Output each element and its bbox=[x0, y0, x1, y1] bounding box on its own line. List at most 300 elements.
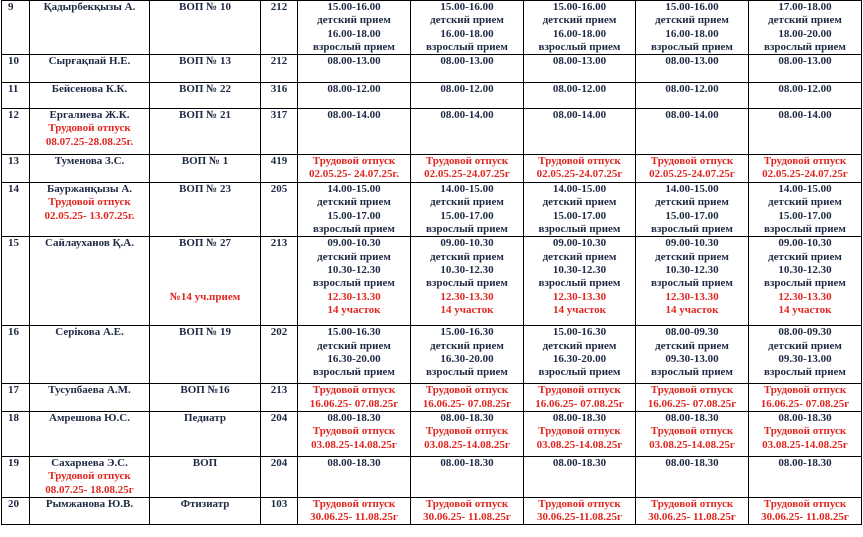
cell-line: ВОП №16 bbox=[180, 384, 230, 397]
cell-line: 08.00-12.00 bbox=[440, 83, 494, 96]
row-number bbox=[2, 411, 30, 456]
cell-line: 09.00-10.30 bbox=[440, 237, 494, 250]
row-number-text: 20 bbox=[8, 497, 19, 510]
cell-line: 16.30-20.00 bbox=[440, 352, 494, 365]
doctor-name-cell bbox=[30, 1, 150, 55]
cell-line: 03.08.25-14.08.25г bbox=[311, 438, 397, 451]
schedule-cell-day-2 bbox=[411, 109, 524, 155]
schedule-cell-day-2 bbox=[411, 83, 524, 109]
cell-line: 03.08.25-14.08.25г bbox=[424, 438, 510, 451]
cell-line: взрослый прием bbox=[426, 223, 508, 236]
room-number-cell bbox=[261, 1, 298, 55]
schedule-cell-day-5 bbox=[749, 497, 862, 525]
cell-line: 30.06.25- 11.08.25г bbox=[423, 511, 511, 524]
cell-line: Трудовой отпуск bbox=[312, 425, 396, 438]
cell-line: 02.05.25-24.07.25г bbox=[536, 168, 623, 181]
cell-line: Трудовой отпуск bbox=[538, 497, 621, 510]
doctor-name-cell bbox=[30, 109, 150, 155]
cell-line: 18.00-20.00 bbox=[778, 27, 832, 40]
cell-line: Трудовой отпуск bbox=[650, 155, 734, 168]
cell-line: Қадырбекқызы А. bbox=[43, 1, 136, 13]
row-number bbox=[2, 1, 30, 55]
doctor-position-cell bbox=[150, 411, 261, 456]
row-number bbox=[2, 456, 30, 497]
room-number: 202 bbox=[270, 326, 288, 339]
cell-line: 16.06.25- 07.08.25г bbox=[309, 397, 399, 410]
schedule-cell-day-4 bbox=[636, 183, 749, 237]
room-number-cell bbox=[261, 411, 298, 456]
schedule-cell-day-4 bbox=[636, 55, 749, 83]
doctor-position-cell bbox=[150, 384, 261, 412]
cell-line: 08.00-12.00 bbox=[665, 83, 719, 96]
cell-line: 15.00-16.30 bbox=[327, 326, 381, 339]
cell-line: детский прием bbox=[430, 250, 504, 263]
room-number: 205 bbox=[270, 183, 288, 196]
cell-line: 02.05.25- 13.07.25г. bbox=[44, 209, 135, 222]
table-row bbox=[2, 83, 862, 109]
cell-line: 15.00-17.00 bbox=[552, 209, 607, 222]
cell-line: 08.00-13.00 bbox=[552, 55, 607, 68]
cell-line: 08.00-14.00 bbox=[440, 109, 494, 122]
cell-line: ВОП № 19 bbox=[178, 326, 231, 339]
doctor-position-cell bbox=[150, 456, 261, 497]
cell-line: 08.00-12.00 bbox=[778, 83, 832, 96]
schedule-cell-day-2 bbox=[411, 497, 524, 525]
cell-line: взрослый прием bbox=[538, 366, 621, 379]
doctor-name-cell bbox=[30, 411, 150, 456]
cell-line: Трудовой отпуск bbox=[312, 497, 396, 510]
cell-line: 12.30-13.30 bbox=[665, 290, 719, 303]
room-number-cell bbox=[261, 497, 298, 525]
cell-line: 30.06.25-11.08.25г bbox=[536, 511, 623, 524]
schedule-cell-day-2 bbox=[411, 326, 524, 384]
schedule-cell-day-5 bbox=[749, 183, 862, 237]
schedule-cell-day-5 bbox=[749, 83, 862, 109]
cell-line: 08.00-12.00 bbox=[327, 83, 381, 96]
cell-line: взрослый прием bbox=[651, 223, 733, 236]
schedule-cell-day-4 bbox=[636, 411, 749, 456]
cell-line: детский прием bbox=[768, 339, 842, 352]
cell-line: Трудовой отпуск bbox=[425, 384, 509, 397]
cell-line: детский прием bbox=[768, 196, 842, 209]
room-number: 317 bbox=[270, 109, 288, 122]
cell-line: Бауржанқызы А. bbox=[46, 183, 133, 196]
cell-line: детский прием bbox=[655, 250, 729, 263]
cell-line: Трудовой отпуск bbox=[538, 384, 621, 397]
cell-line: взрослый прием bbox=[426, 366, 508, 379]
table-row bbox=[2, 109, 862, 155]
cell-line: 08.00-14.00 bbox=[665, 109, 719, 122]
cell-line: 16.00-18.00 bbox=[327, 27, 381, 40]
room-number-cell bbox=[261, 237, 298, 326]
cell-line: 08.00-14.00 bbox=[778, 109, 832, 122]
cell-line: Трудовой отпуск bbox=[425, 155, 509, 168]
schedule-cell-day-3 bbox=[524, 456, 636, 497]
cell-line: 08.00-18.30 bbox=[327, 456, 381, 469]
cell-line: 16.30-20.00 bbox=[552, 352, 607, 365]
cell-line: детский прием bbox=[655, 339, 729, 352]
cell-line: взрослый прием bbox=[651, 366, 733, 379]
cell-line: 15.00-16.30 bbox=[440, 326, 494, 339]
doctor-position-cell bbox=[150, 237, 261, 326]
cell-line: Серікова А.Е. bbox=[55, 326, 124, 339]
cell-line: детский прием bbox=[768, 14, 842, 27]
cell-line: Трудовой отпуск bbox=[650, 497, 734, 510]
cell-line: 08.07.25-28.08.25г. bbox=[45, 135, 134, 148]
cell-line: ВОП № 10 bbox=[178, 1, 231, 13]
cell-line: взрослый прием bbox=[764, 223, 846, 236]
room-number-cell bbox=[261, 55, 298, 83]
schedule-cell-day-1 bbox=[298, 326, 411, 384]
cell-line: 08.00-18.30 bbox=[552, 411, 607, 424]
cell-line: 03.08.25-14.08.25г bbox=[762, 438, 848, 451]
schedule-cell-day-5 bbox=[749, 55, 862, 83]
cell-line: взрослый прием bbox=[538, 277, 621, 290]
cell-line: Трудовой отпуск bbox=[763, 425, 847, 438]
cell-line: 16.06.25- 07.08.25г bbox=[647, 397, 737, 410]
cell-line: 08.00-14.00 bbox=[327, 109, 381, 122]
cell-line: 10.30-12.30 bbox=[440, 263, 494, 276]
room-number: 212 bbox=[270, 55, 288, 68]
row-number-text: 13 bbox=[8, 155, 19, 168]
cell-line: детский прием bbox=[430, 339, 504, 352]
cell-line: ВОП № 27 bbox=[178, 237, 231, 250]
schedule-cell-day-1 bbox=[298, 497, 411, 525]
schedule-cell-day-2 bbox=[411, 384, 524, 412]
cell-line: 30.06.25- 11.08.25г bbox=[648, 511, 736, 524]
cell-line: взрослый прием bbox=[538, 40, 621, 53]
table-row bbox=[2, 384, 862, 412]
schedule-cell-day-3 bbox=[524, 326, 636, 384]
cell-line: 14 участок bbox=[665, 303, 719, 316]
room-number: 419 bbox=[270, 155, 288, 168]
cell-line: 14 участок bbox=[327, 303, 381, 316]
cell-line: 15.00-17.00 bbox=[440, 209, 494, 222]
cell-line: 08.00-18.30 bbox=[552, 456, 607, 469]
row-number-text: 12 bbox=[8, 109, 19, 122]
cell-line: 16.06.25- 07.08.25г bbox=[422, 397, 512, 410]
cell-line: Педиатр bbox=[183, 411, 227, 424]
spacer bbox=[150, 251, 260, 264]
doctor-name-cell bbox=[30, 83, 150, 109]
cell-line: 10.30-12.30 bbox=[778, 263, 832, 276]
cell-line: 10.30-12.30 bbox=[552, 263, 607, 276]
schedule-cell-day-4 bbox=[636, 326, 749, 384]
cell-line: Сахарнева Э.С. bbox=[51, 456, 128, 469]
cell-line: 08.00-09.30 bbox=[665, 326, 719, 339]
cell-line: 17.00-18.00 bbox=[778, 1, 832, 13]
spacer bbox=[150, 264, 260, 277]
table-row bbox=[2, 155, 862, 183]
doctor-name-cell bbox=[30, 155, 150, 183]
doctor-position-cell bbox=[150, 1, 261, 55]
cell-line: ВОП № 23 bbox=[178, 183, 231, 196]
cell-line: взрослый прием bbox=[313, 40, 395, 53]
schedule-cell-day-1 bbox=[298, 155, 411, 183]
cell-line: детский прием bbox=[542, 14, 617, 27]
cell-line: взрослый прием bbox=[764, 366, 846, 379]
cell-line: Трудовой отпуск bbox=[425, 497, 509, 510]
cell-line: детский прием bbox=[317, 196, 391, 209]
cell-line: 08.00-18.30 bbox=[665, 456, 719, 469]
schedule-cell-day-4 bbox=[636, 456, 749, 497]
table-row bbox=[2, 55, 862, 83]
schedule-cell-day-5 bbox=[749, 1, 862, 55]
doctor-name-cell bbox=[30, 55, 150, 83]
cell-line: 15.00-16.30 bbox=[552, 326, 607, 339]
cell-line: взрослый прием bbox=[651, 277, 733, 290]
doctor-name-cell bbox=[30, 326, 150, 384]
row-number-text: 18 bbox=[8, 411, 19, 424]
table-row bbox=[2, 237, 862, 326]
cell-line: 08.00-18.30 bbox=[440, 411, 494, 424]
doctor-position-cell bbox=[150, 497, 261, 525]
cell-line: 03.08.25-14.08.25г bbox=[536, 438, 623, 451]
cell-line: Трудовой отпуск bbox=[763, 497, 847, 510]
cell-line: 14.00-15.00 bbox=[778, 183, 832, 196]
row-number-text: 15 bbox=[8, 237, 19, 250]
cell-line: 09.30-13.00 bbox=[778, 352, 832, 365]
schedule-cell-day-5 bbox=[749, 155, 862, 183]
schedule-cell-day-3 bbox=[524, 411, 636, 456]
schedule-body bbox=[2, 1, 862, 525]
cell-line: Тусупбаева А.М. bbox=[48, 384, 131, 397]
cell-line: 14.00-15.00 bbox=[440, 183, 494, 196]
row-number bbox=[2, 237, 30, 326]
cell-line: взрослый прием bbox=[764, 40, 846, 53]
schedule-cell-day-3 bbox=[524, 237, 636, 326]
cell-line: 09.30-13.00 bbox=[665, 352, 719, 365]
cell-line: Трудовой отпуск bbox=[425, 425, 509, 438]
cell-line: 16.00-18.00 bbox=[440, 27, 494, 40]
schedule-cell-day-1 bbox=[298, 83, 411, 109]
cell-line: Туменова З.С. bbox=[54, 155, 125, 168]
cell-line: 30.06.25- 11.08.25г bbox=[761, 511, 849, 524]
cell-line: 15.00-17.00 bbox=[327, 209, 381, 222]
cell-line: детский прием bbox=[655, 196, 729, 209]
cell-line: взрослый прием bbox=[313, 277, 395, 290]
cell-line: Амрешова Ю.С. bbox=[49, 411, 130, 424]
cell-line: Ергалиева Ж.К. bbox=[49, 109, 130, 122]
doctor-name-cell bbox=[30, 183, 150, 237]
cell-line: 12.30-13.30 bbox=[552, 290, 607, 303]
cell-line: 15.00-17.00 bbox=[778, 209, 832, 222]
room-number: 213 bbox=[270, 237, 288, 250]
schedule-cell-day-5 bbox=[749, 237, 862, 326]
schedule-cell-day-1 bbox=[298, 1, 411, 55]
schedule-cell-day-5 bbox=[749, 384, 862, 412]
cell-line: 30.06.25- 11.08.25г bbox=[310, 511, 398, 524]
schedule-cell-day-4 bbox=[636, 1, 749, 55]
schedule-cell-day-3 bbox=[524, 155, 636, 183]
cell-line: детский прием bbox=[430, 196, 504, 209]
cell-line: взрослый прием bbox=[313, 366, 395, 379]
cell-line: 09.00-10.30 bbox=[665, 237, 719, 250]
cell-line: Трудовой отпуск bbox=[650, 384, 734, 397]
cell-line: 02.05.25-24.07.25г bbox=[424, 168, 510, 181]
spacer bbox=[150, 277, 260, 290]
cell-line: Сырғақпай Н.Е. bbox=[48, 55, 131, 68]
cell-line: 15.00-16.00 bbox=[327, 1, 381, 13]
cell-line: взрослый прием bbox=[426, 277, 508, 290]
row-number-text: 11 bbox=[8, 83, 19, 96]
table-row bbox=[2, 497, 862, 525]
row-number-text: 10 bbox=[8, 55, 19, 68]
cell-line: 08.00-09.30 bbox=[778, 326, 832, 339]
cell-line: 08.00-13.00 bbox=[327, 55, 381, 68]
cell-line: 14.00-15.00 bbox=[665, 183, 719, 196]
room-number-cell bbox=[261, 326, 298, 384]
schedule-cell-day-4 bbox=[636, 155, 749, 183]
room-number: 204 bbox=[270, 411, 288, 424]
cell-line: 14.00-15.00 bbox=[327, 183, 381, 196]
schedule-cell-day-3 bbox=[524, 55, 636, 83]
schedule-cell-day-2 bbox=[411, 411, 524, 456]
schedule-cell-day-2 bbox=[411, 183, 524, 237]
schedule-cell-day-2 bbox=[411, 155, 524, 183]
cell-line: Трудовой отпуск bbox=[650, 425, 734, 438]
row-number bbox=[2, 326, 30, 384]
cell-line: Трудовой отпуск bbox=[48, 122, 131, 135]
room-number-cell bbox=[261, 155, 298, 183]
schedule-cell-day-1 bbox=[298, 55, 411, 83]
schedule-cell-day-4 bbox=[636, 109, 749, 155]
row-number-text: 17 bbox=[8, 384, 19, 397]
cell-line: 08.00-13.00 bbox=[778, 55, 832, 68]
row-number-text: 14 bbox=[8, 183, 19, 196]
cell-line: 15.00-16.00 bbox=[552, 1, 607, 13]
cell-line: детский прием bbox=[542, 339, 617, 352]
cell-line: 02.05.25-24.07.25г bbox=[649, 168, 735, 181]
schedule-cell-day-4 bbox=[636, 237, 749, 326]
row-number-text: 9 bbox=[8, 1, 14, 13]
cell-line: детский прием bbox=[655, 14, 729, 27]
doctor-name-cell bbox=[30, 384, 150, 412]
room-number-cell bbox=[261, 183, 298, 237]
cell-line: Трудовой отпуск bbox=[312, 384, 396, 397]
table-row bbox=[2, 326, 862, 384]
cell-line: детский прием bbox=[542, 196, 617, 209]
cell-line: 16.06.25- 07.08.25г bbox=[535, 397, 624, 410]
row-number-text: 16 bbox=[8, 326, 19, 339]
room-number: 316 bbox=[270, 83, 288, 96]
cell-line: 08.00-13.00 bbox=[665, 55, 719, 68]
schedule-cell-day-1 bbox=[298, 183, 411, 237]
cell-line: 08.00-18.30 bbox=[327, 411, 381, 424]
cell-line: Трудовой отпуск bbox=[538, 425, 621, 438]
cell-line: 08.00-18.30 bbox=[778, 411, 832, 424]
cell-line: 15.00-16.00 bbox=[440, 1, 494, 13]
cell-line: 02.05.25-24.07.25г bbox=[762, 168, 848, 181]
row-number-text: 19 bbox=[8, 456, 19, 469]
cell-line: 12.30-13.30 bbox=[778, 290, 832, 303]
room-number: 212 bbox=[270, 1, 288, 13]
cell-line: 16.00-18.00 bbox=[552, 27, 607, 40]
schedule-cell-day-1 bbox=[298, 109, 411, 155]
cell-line: Трудовой отпуск bbox=[312, 155, 396, 168]
cell-line: 15.00-17.00 bbox=[665, 209, 719, 222]
doctor-position-cell bbox=[150, 183, 261, 237]
cell-line: 08.00-18.30 bbox=[778, 456, 832, 469]
cell-line: 08.07.25- 18.08.25г bbox=[45, 483, 134, 496]
schedule-cell-day-3 bbox=[524, 83, 636, 109]
cell-line: 14 участок bbox=[440, 303, 494, 316]
room-number: 103 bbox=[270, 497, 288, 510]
schedule-cell-day-5 bbox=[749, 326, 862, 384]
schedule-cell-day-5 bbox=[749, 456, 862, 497]
row-number bbox=[2, 384, 30, 412]
cell-line: 08.00-12.00 bbox=[552, 83, 607, 96]
room-number-cell bbox=[261, 456, 298, 497]
schedule-cell-day-5 bbox=[749, 411, 862, 456]
cell-line: 09.00-10.30 bbox=[327, 237, 381, 250]
table-row bbox=[2, 456, 862, 497]
cell-line: Трудовой отпуск bbox=[763, 384, 847, 397]
schedule-cell-day-1 bbox=[298, 384, 411, 412]
cell-line: Трудовой отпуск bbox=[48, 470, 131, 483]
cell-line: 02.05.25- 24.07.25г. bbox=[309, 168, 399, 181]
doctor-position-cell bbox=[150, 83, 261, 109]
cell-line: ВОП № 22 bbox=[178, 83, 231, 96]
schedule-cell-day-3 bbox=[524, 497, 636, 525]
cell-line: Трудовой отпуск bbox=[763, 155, 847, 168]
cell-line: детский прием bbox=[430, 14, 504, 27]
cell-line: детский прием bbox=[317, 250, 391, 263]
schedule-cell-day-2 bbox=[411, 456, 524, 497]
room-number: 204 bbox=[270, 456, 288, 469]
cell-line: 09.00-10.30 bbox=[778, 237, 832, 250]
cell-line: ВОП № 1 bbox=[181, 155, 229, 168]
cell-line: 16.30-20.00 bbox=[327, 352, 381, 365]
doctor-position-cell bbox=[150, 109, 261, 155]
schedule-cell-day-2 bbox=[411, 237, 524, 326]
cell-line: 03.08.25-14.08.25г bbox=[649, 438, 735, 451]
room-number: 213 bbox=[270, 384, 288, 397]
schedule-cell-day-4 bbox=[636, 83, 749, 109]
cell-line: взрослый прием bbox=[313, 223, 395, 236]
schedule-cell-day-1 bbox=[298, 456, 411, 497]
schedule-table bbox=[1, 0, 862, 525]
cell-line: Трудовой отпуск bbox=[538, 155, 621, 168]
cell-line: ВОП bbox=[192, 456, 218, 469]
table-row bbox=[2, 411, 862, 456]
cell-line: Сайлауханов Қ.А. bbox=[45, 237, 134, 250]
room-number-cell bbox=[261, 83, 298, 109]
cell-line: 15.00-16.00 bbox=[665, 1, 719, 13]
cell-line: ВОП № 21 bbox=[178, 109, 231, 122]
cell-line: взрослый прием bbox=[426, 40, 508, 53]
row-number bbox=[2, 497, 30, 525]
schedule-cell-day-2 bbox=[411, 55, 524, 83]
doctor-position-cell bbox=[150, 326, 261, 384]
cell-line: детский прием bbox=[768, 250, 842, 263]
cell-line: Трудовой отпуск bbox=[48, 196, 131, 209]
cell-line: 08.00-18.30 bbox=[440, 456, 494, 469]
cell-line: детский прием bbox=[542, 250, 617, 263]
cell-line: Фтизиатр bbox=[180, 497, 230, 510]
cell-line: 16.06.25- 07.08.25г bbox=[760, 397, 850, 410]
position-note: №14 уч.прием bbox=[169, 290, 241, 303]
cell-line: 14 участок bbox=[778, 303, 832, 316]
cell-line: 16.00-18.00 bbox=[665, 27, 719, 40]
room-number-cell bbox=[261, 109, 298, 155]
room-number-cell bbox=[261, 384, 298, 412]
schedule-cell-day-4 bbox=[636, 497, 749, 525]
schedule-cell-day-3 bbox=[524, 1, 636, 55]
cell-line: взрослый прием bbox=[651, 40, 733, 53]
cell-line: 08.00-13.00 bbox=[440, 55, 494, 68]
schedule-cell-day-3 bbox=[524, 384, 636, 412]
